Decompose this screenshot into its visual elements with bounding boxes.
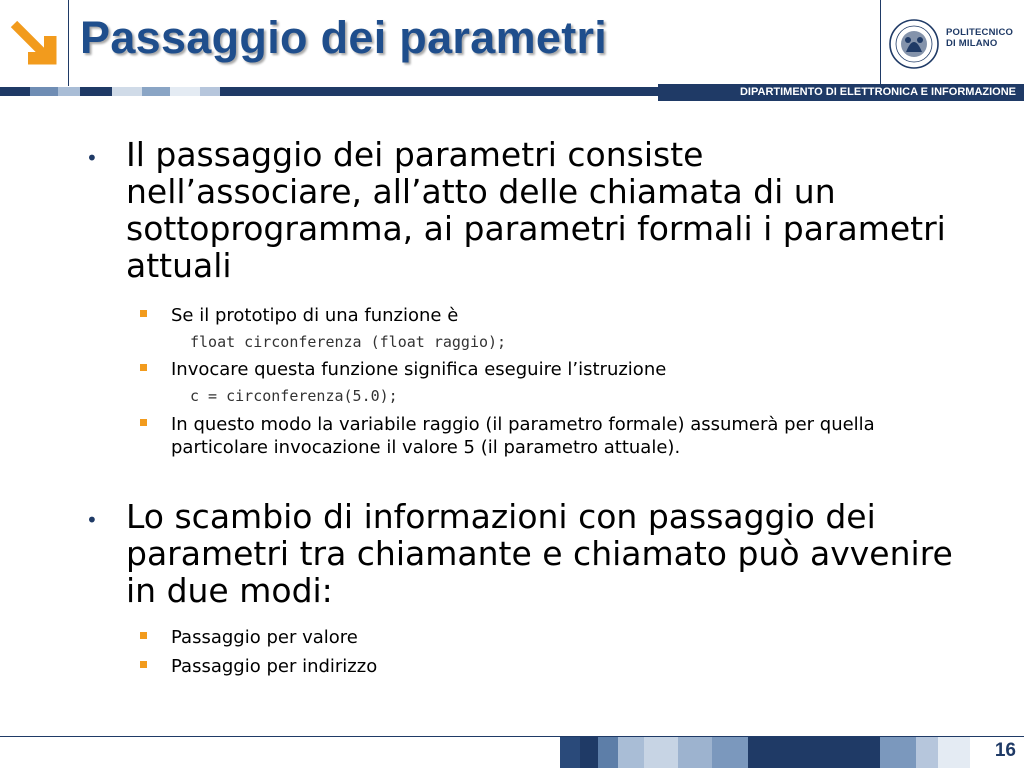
sub-bullet-text-5: Passaggio per indirizzo xyxy=(171,656,378,677)
department-bar xyxy=(658,84,1024,103)
logo-text: POLITECNICO DI MILANO xyxy=(946,27,1014,49)
sub-bullet-text-4: Passaggio per valore xyxy=(171,627,358,648)
sub-bullet-text-1: Se il prototipo di una funzione è xyxy=(171,305,459,326)
bullet-square-icon xyxy=(140,364,147,371)
bullet-text-2: Lo scambio di informazioni con passaggio dei parametri tra chiamante e chiamato può avvenire in due modi: xyxy=(126,497,953,610)
department-name: DIPARTIMENTO DI ELETTRONICA E INFORMAZIONE xyxy=(739,86,1016,98)
bullet-text-1: Il passaggio dei parametri consiste nell’associare, all’atto delle chiamata di un sottoprogramma, ai parametri formali i parametri attuali xyxy=(126,135,946,285)
slide-title: Passaggio dei parametri xyxy=(80,12,608,63)
code-line-1: float circonferenza (float raggio); xyxy=(190,333,507,351)
page-number: 16 xyxy=(994,740,1016,761)
arrow-down-right-icon xyxy=(8,14,64,70)
bullet-square-icon xyxy=(140,661,147,668)
footer-stripes xyxy=(560,737,1024,768)
bullet-dot-icon: • xyxy=(86,146,98,170)
bullet-square-icon xyxy=(140,632,147,639)
bullet-square-icon xyxy=(140,310,147,317)
bullet-square-icon xyxy=(140,419,147,426)
header-divider-right xyxy=(880,0,881,86)
sub-bullet-text-2: Invocare questa funzione significa eseguire l’istruzione xyxy=(171,359,667,380)
sub-bullet-text-3: In questo modo la variabile raggio (il parametro formale) assumerà per quella particolare invocazione il valore 5 (il parametro attuale). xyxy=(171,414,875,458)
code-line-2: c = circonferenza(5.0); xyxy=(190,387,398,405)
header-divider-left xyxy=(68,0,69,86)
politecnico-seal-icon xyxy=(888,18,940,70)
bullet-dot-icon: • xyxy=(86,508,98,532)
